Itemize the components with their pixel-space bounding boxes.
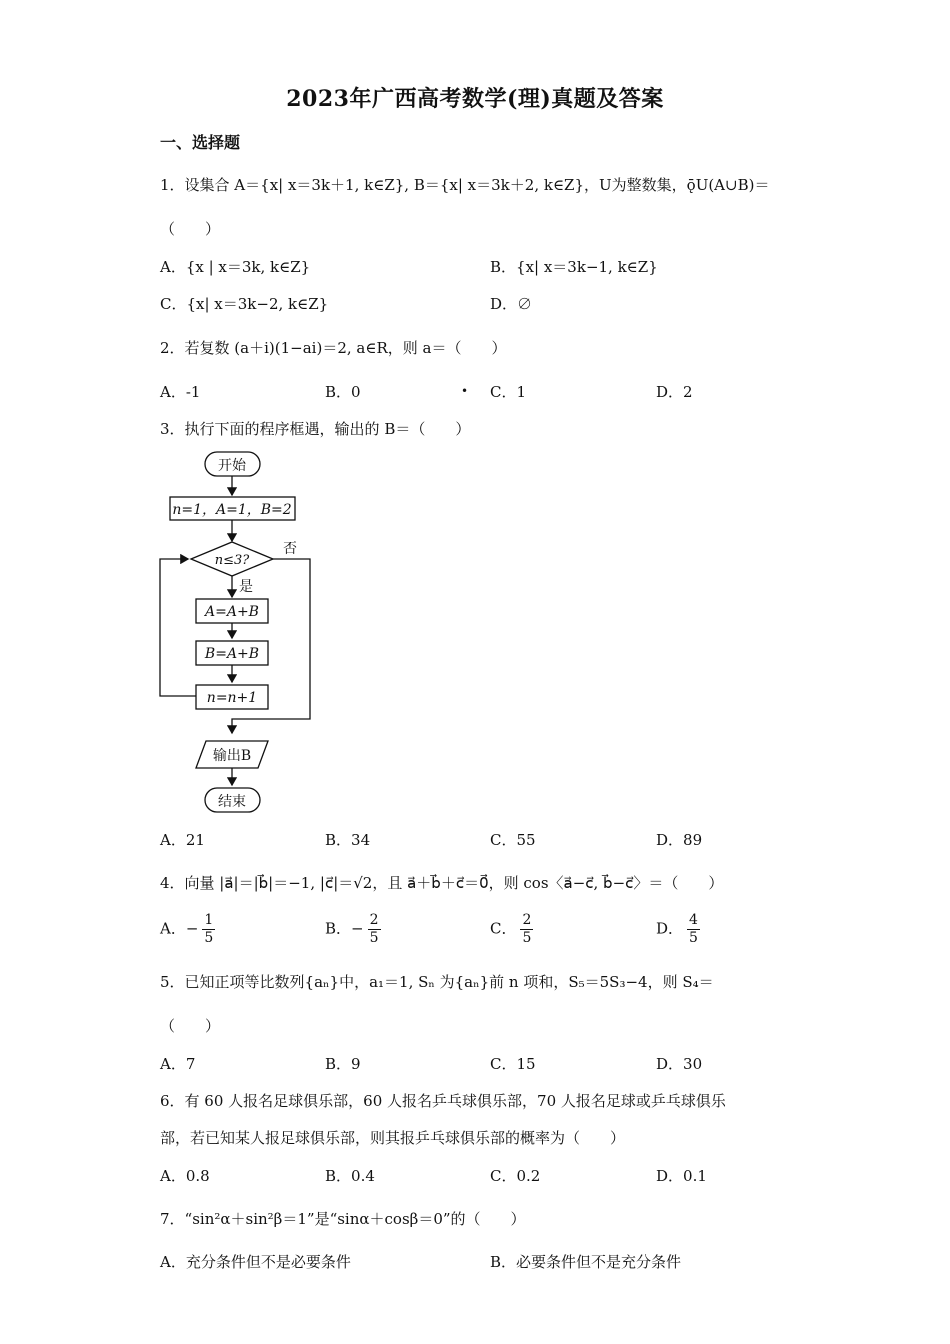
q6-stem-line1: 6．有 60 人报名足球俱乐部，60 人报名乒乓球俱乐部，70 人报名足球或乒乓球俱乐 xyxy=(160,1092,726,1110)
q2-stem: 2．若复数 (a＋i)(1−ai)＝2, a∈R，则 a＝（ ） xyxy=(160,339,507,357)
q7-option-a[interactable]: A．充分条件但不是必要条件 xyxy=(160,1253,351,1271)
q4-b-label: B． xyxy=(325,919,352,938)
q3-stem: 3．执行下面的程序框遇，输出的 B＝（ ） xyxy=(160,420,471,438)
q3-option-d[interactable]: D．89 xyxy=(656,831,703,849)
q4-d-fraction xyxy=(687,912,700,947)
q1-paren: （ ） xyxy=(160,220,221,238)
q1-option-d[interactable]: D．∅ xyxy=(490,295,533,313)
q4-option-d[interactable] xyxy=(656,912,700,947)
q1-option-b[interactable]: B．{x| x＝3k−1, k∈Z} xyxy=(490,258,658,276)
q1-stem: 1．设集合 A＝{x| x＝3k＋1, k∈Z}, B＝{x| x＝3k＋2, k∈Z}，U为整数集，ǭU(A∪B)＝ xyxy=(160,176,770,194)
q4-b-num: 2 xyxy=(369,912,379,928)
flow-init-label: n=1，A=1，B=2 xyxy=(172,502,292,518)
q4-c-fraction xyxy=(520,912,533,947)
flow-yes-label: 是 xyxy=(239,579,253,595)
flow-no-label: 否 xyxy=(283,541,297,557)
q7-stem: 7．“sin²α＋sin²β＝1”是“sinα＋cosβ＝0”的（ ） xyxy=(160,1210,526,1228)
q3-option-c[interactable]: C．55 xyxy=(490,831,536,849)
q4-b-den: 5 xyxy=(369,930,379,946)
q4-a-sign: − xyxy=(185,919,199,938)
q2-option-a[interactable]: A．-1 xyxy=(160,383,201,401)
q5-option-c[interactable]: C．15 xyxy=(490,1055,536,1073)
q5-paren: （ ） xyxy=(160,1017,221,1035)
q6-stem-line2: 部，若已知某人报足球俱乐部，则其报乒乓球俱乐部的概率为（ ） xyxy=(160,1129,626,1147)
q4-d-den: 5 xyxy=(689,930,698,946)
q2-option-b[interactable]: B．0 xyxy=(325,383,361,401)
flow-end-label: 结束 xyxy=(218,794,246,810)
flowchart xyxy=(150,445,330,817)
q4-c-label: C． xyxy=(490,919,517,938)
q6-option-d[interactable]: D．0.1 xyxy=(656,1167,707,1185)
q4-option-a[interactable] xyxy=(160,912,215,947)
q4-a-label: A． xyxy=(160,919,186,938)
q7-option-b[interactable]: B．必要条件但不是充分条件 xyxy=(490,1253,682,1271)
q5-option-a[interactable]: A．7 xyxy=(160,1055,196,1073)
q4-b-fraction xyxy=(368,912,381,947)
flow-output-label: 输出B xyxy=(212,748,252,764)
flow-step2-label: B=A+B xyxy=(204,646,260,662)
flow-start-label: 开始 xyxy=(218,458,246,474)
q4-option-b[interactable] xyxy=(325,912,381,947)
page-title: 2023年广西高考数学(理)真题及答案 xyxy=(286,86,664,112)
q6-option-c[interactable]: C．0.2 xyxy=(490,1167,541,1185)
q3-option-b[interactable]: B．34 xyxy=(325,831,371,849)
q6-option-a[interactable]: A．0.8 xyxy=(160,1167,210,1185)
q2-option-d[interactable]: D．2 xyxy=(656,383,693,401)
q4-a-den: 5 xyxy=(204,930,214,946)
q4-option-c[interactable] xyxy=(490,912,533,947)
section-heading: 一、选择题 xyxy=(160,133,241,152)
q4-stem: 4．向量 |a⃗|＝|b⃗|＝−1, |c⃗|＝√2，且 a⃗＋b⃗＋c⃗＝0⃗，则 cos〈a⃗−c⃗, b⃗−c⃗〉＝（ ） xyxy=(160,874,724,892)
flow-step1-label: A=A+B xyxy=(205,604,259,620)
q2-option-c[interactable]: C．1 xyxy=(490,383,527,401)
q4-d-label: D． xyxy=(656,919,684,938)
q5-stem: 5．已知正项等比数列{aₙ}中，a₁＝1, Sₙ 为{aₙ}前 n 项和，S₅＝5S₃−4，则 S₄＝ xyxy=(160,973,714,991)
q1-option-c[interactable]: C．{x| x＝3k−2, k∈Z} xyxy=(160,295,329,313)
flow-condition-label: n≤3? xyxy=(214,553,250,568)
flow-step3-label: n=n+1 xyxy=(206,690,258,706)
q4-c-num: 2 xyxy=(522,912,532,928)
q1-option-a[interactable]: A．{x | x＝3k, k∈Z} xyxy=(160,258,311,276)
q6-option-b[interactable]: B．0.4 xyxy=(325,1167,375,1185)
stray-dot: • xyxy=(461,384,469,398)
q4-a-num: 1 xyxy=(204,912,214,928)
q5-option-d[interactable]: D．30 xyxy=(656,1055,703,1073)
q4-a-fraction xyxy=(202,912,215,947)
q5-option-b[interactable]: B．9 xyxy=(325,1055,361,1073)
q4-d-num: 4 xyxy=(689,912,698,928)
q3-option-a[interactable]: A．21 xyxy=(160,831,205,849)
q4-b-sign: − xyxy=(351,919,364,938)
q4-c-den: 5 xyxy=(522,930,532,946)
